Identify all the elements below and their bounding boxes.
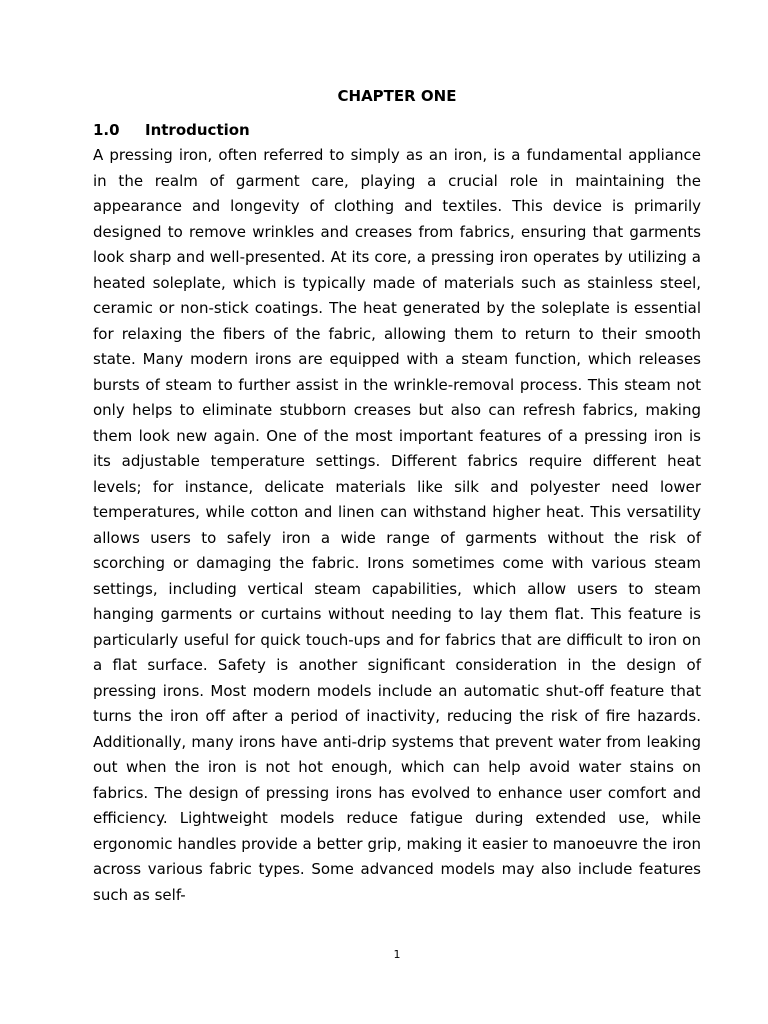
section-heading — [93, 121, 250, 139]
section-title: Introduction — [145, 121, 250, 139]
body-paragraph: A pressing iron, often referred to simply as an iron, is a fundamental appliance in the realm of garment care, playing a crucial role in maintaining the appearance and longevity of clothing and textiles. This device is primarily designed to remove wrinkles and creases from fabrics, ensuring that garments look sharp and well-presented. At its core, a pressing iron operates by utilizing a heated soleplate, which is typically made of materials such as stainless steel, ceramic or non-stick coatings. The heat generated by the soleplate is essential for relaxing the fibers of the fabric, allowing them to return to their smooth state. Many modern irons are equipped with a steam function, which releases bursts of steam to further assist in the wrinkle-removal process. This steam not only helps to eliminate stubborn creases but also can refresh fabrics, making them look new again. One of the most important features of a pressing iron is its adjustable temperature settings. Different fabrics require different heat levels; for instance, delicate materials like silk and polyester need lower temperatures, while cotton and linen can withstand higher heat. This versatility allows users to safely iron a wide range of garments without the risk of scorching or damaging the fabric. Irons sometimes come with various steam settings, including vertical steam capabilities, which allow users to steam hanging garments or curtains without needing to lay them flat. This feature is particularly useful for quick touch-ups and for fabrics that are difficult to iron on a flat surface. Safety is another significant consideration in the design of pressing irons. Most modern models include an automatic shut-off feature that turns the iron off after a period of inactivity, reducing the risk of fire hazards. Additionally, many irons have anti-drip systems that prevent water from leaking out when the iron is not hot enough, which can help avoid water stains on fabrics. The design of pressing irons has evolved to enhance user comfort and efficiency. Lightweight models reduce fatigue during extended use, while ergonomic handles provide a better grip, making it easier to manoeuvre the iron across various fabric types. Some advanced models may also include features such as self- — [93, 146, 701, 904]
section-number: 1.0 — [93, 121, 120, 139]
page-number: 1 — [393, 948, 401, 961]
chapter-title: CHAPTER ONE — [337, 87, 457, 105]
